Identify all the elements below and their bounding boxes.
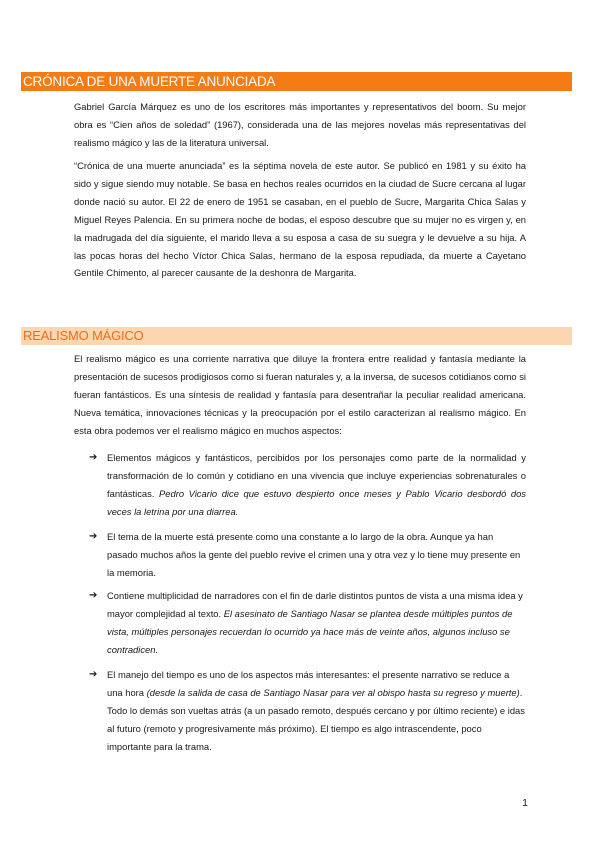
- list-item: [107, 666, 526, 756]
- list-item-example: (desde la salida de casa de Santiago Nasar para ver al obispo hasta su regreso y muerte): [146, 686, 520, 698]
- arrow-bullet-icon: ➔: [89, 531, 98, 542]
- list-item: [107, 528, 526, 582]
- list-item-example: El asesinato de Santiago Nasar se plantea desde múltiples puntos de vista, múltiples personajes recuerdan lo ocurrido ya hace más de veinte años, algunos incluso se contradicen.: [107, 607, 513, 655]
- arrow-bullet-icon: ➔: [89, 452, 98, 463]
- list-item-text: Contiene multiplicidad de narradores con el fin de darle distintos puntos de vista a una misma idea y mayor complejidad al texto.: [107, 590, 523, 619]
- realismo-paragraph: El realismo mágico es una corriente narrativa que diluye la frontera entre realidad y fantasía mediante la presentación de sucesos prodigiosos como si fueran naturales y, a la inversa, de sucesos cotidianos como si fueran fantásticos. Es una síntesis de realidad y fantasía para desentrañar la peculiar realidad americana. Nueva temática, innovaciones técnicas y la preocupación por el estilo caracterizan al realismo mágico. En esta obra podemos ver el realismo mágico en muchos aspectos:: [74, 353, 526, 436]
- intro-paragraph: Gabriel García Márquez es uno de los escritores más importantes y representativos del boom. Su mejor obra es “Cien años de soledad” (1967), considerada una de las mejores novelas más representativas del realismo mágico y las de la literatura universal.: [74, 101, 526, 148]
- page-number: 1: [522, 797, 528, 809]
- list-item-text: El manejo del tiempo es uno de los aspectos más interesantes: el presente narrativo se reduce a una hora: [107, 669, 510, 698]
- section-heading-cronica: CRÓNICA DE UNA MUERTE ANUNCIADA: [21, 72, 572, 91]
- list-item-text-continued: . Todo lo demás son vueltas atrás (a un pasado remoto, después cercano y por último reciente) e idas al futuro (remoto y progresivamente más próximo). El tiempo es algo intrascendente, poco importante para la trama.: [107, 686, 525, 752]
- arrow-bullet-icon: ➔: [89, 590, 98, 601]
- list-item-text: El tema de la muerte está presente como una constante a lo largo de la obra. Aunque ya han pasado muchos años la gente del pueblo revive el crimen una y otra vez y lo tiene muy presente en la memoria.: [107, 531, 521, 578]
- section-heading-realismo: REALISMO MÁGICO: [21, 327, 572, 345]
- arrow-bullet-icon: ➔: [89, 669, 98, 680]
- list-item: [107, 449, 526, 521]
- novel-summary-paragraph: “Crónica de una muerte anunciada” es la séptima novela de este autor. Se publicó en 1981 y su éxito ha sido y sigue siendo muy notable. Se basa en hechos reales ocurridos en la ciudad de Sucre cercana al lugar donde nació su autor. El 22 de enero de 1951 se casaban, en el pueblo de Sucre, Margarita Chica Salas y Miguel Reyes Palencia. En su primera noche de bodas, el esposo descubre que su mujer no es virgen y, en la madrugada del día siguiente, el marido lleva a su esposa a casa de su suegra y le devuelve a su hija. A las pocas horas del hecho Víctor Chica Salas, hermano de la esposa repudiada, da muerte a Cayetano Gentile Chimento, al parecer causante de la deshonra de Margarita.: [74, 160, 526, 279]
- list-item-example: Pedro Vicario dice que estuvo despierto once meses y Pablo Vicario desbordó dos veces la letrina por una diarrea.: [107, 487, 526, 517]
- list-item: [107, 587, 526, 659]
- list-item-text: Elementos mágicos y fantásticos, percibidos por los personajes como parte de la normalidad y transformación de lo común y cotidiano en una vivencia que incluye experiencias sobrenaturales o fantásticas.: [107, 452, 526, 499]
